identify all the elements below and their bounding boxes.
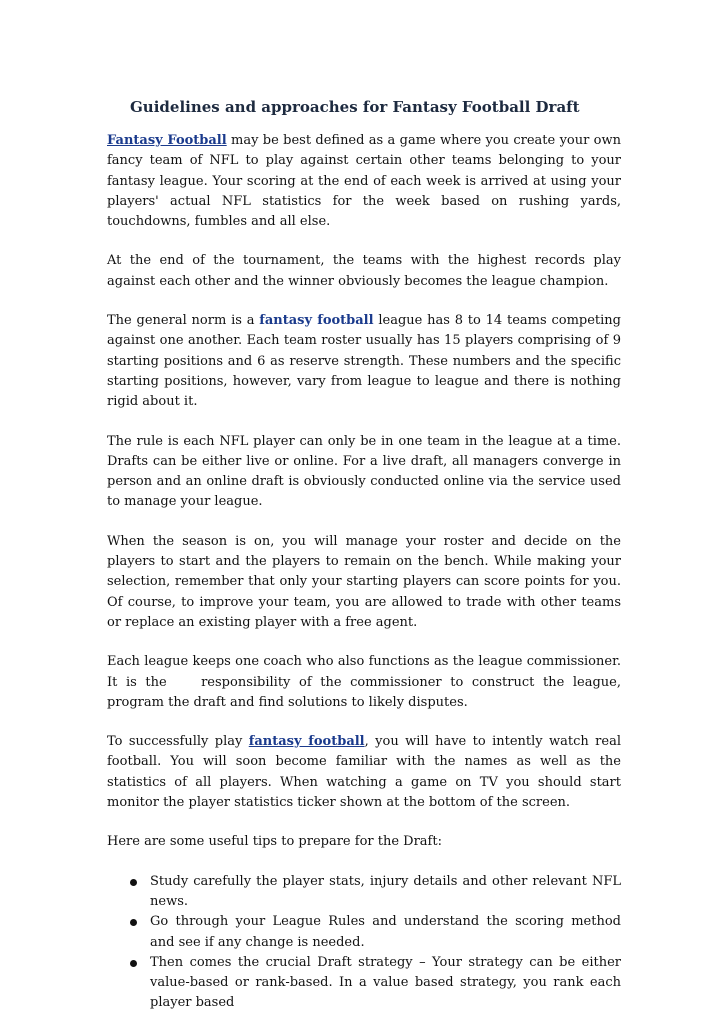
document-page [107, 97, 626, 1014]
bullet-icon [130, 960, 137, 967]
list-item: Then comes the crucial Draft strategy – Your strategy can be either value-based or rank-based. In a value based strategy, you rank each player based [107, 953, 621, 1014]
paragraph-text: The general norm is a [107, 313, 260, 329]
paragraph-watch-football [107, 732, 621, 813]
list-item: Study carefully the player stats, injury details and other relevant NFL news. [107, 872, 621, 913]
list-item: Go through your League Rules and understand the scoring method and see if any change is needed. [107, 912, 621, 953]
paragraph-definition [107, 131, 621, 232]
paragraph-tournament: At the end of the tournament, the teams with the highest records play against each other and the winner obviously becomes the league champion. [107, 253, 621, 289]
paragraph-text: may be best defined as a game where you create your own fancy team of NFL to play against certain other teams belonging to your fantasy league. Your scoring at the end of each week is arrived at using your players' actual NFL statistics for the week based on rushing yards, touchdowns, fumbles and all else. [107, 133, 621, 230]
bullet-icon [130, 919, 137, 926]
fantasy-football-link-2[interactable]: fantasy football [248, 734, 365, 750]
paragraph-league-size [107, 311, 621, 412]
tips-list [107, 872, 621, 1014]
paragraph-draft-rules: The rule is each NFL player can only be in one team in the league at a time. Drafts can be either live or online. For a live draft, all managers converge in person and an online draft is obviously conducted online via the service used to manage your league. [107, 433, 621, 510]
fantasy-football-link[interactable]: Fantasy Football [107, 133, 227, 148]
paragraph-text: To successfully play [107, 734, 249, 750]
bullet-icon [130, 879, 137, 886]
document-title: Guidelines and approaches for Fantasy Football Draft [130, 98, 580, 116]
paragraph-text: , you will have to intently watch real football. You will soon become familiar with the names as well as the statistics of all players. When watching a game on TV you should start monitor the player statistics ticker shown at the bottom of the screen. [107, 734, 621, 811]
paragraph-season: When the season is on, you will manage your roster and decide on the players to start and the players to remain on the bench. While making your selection, remember that only your starting players can score points for you. Of course, to improve your team, you are allowed to trade with other teams or replace an existing player with a free agent. [107, 533, 621, 630]
fantasy-football-keyword: fantasy football [259, 313, 374, 329]
tips-intro: Here are some useful tips to prepare for the Draft: [107, 834, 442, 850]
paragraph-commissioner: Each league keeps one coach who also functions as the league commissioner. It is the responsibility of the commissioner to construct the league, program the draft and find solutions to likely disputes. [107, 654, 626, 710]
paragraph-text: league has 8 to 14 teams competing against one another. Each team roster usually has 15 players comprising of 9 starting positions and 6 as reserve strength. These numbers and the specific starting positions, however, vary from league to league and there is nothing rigid about it. [107, 313, 621, 410]
